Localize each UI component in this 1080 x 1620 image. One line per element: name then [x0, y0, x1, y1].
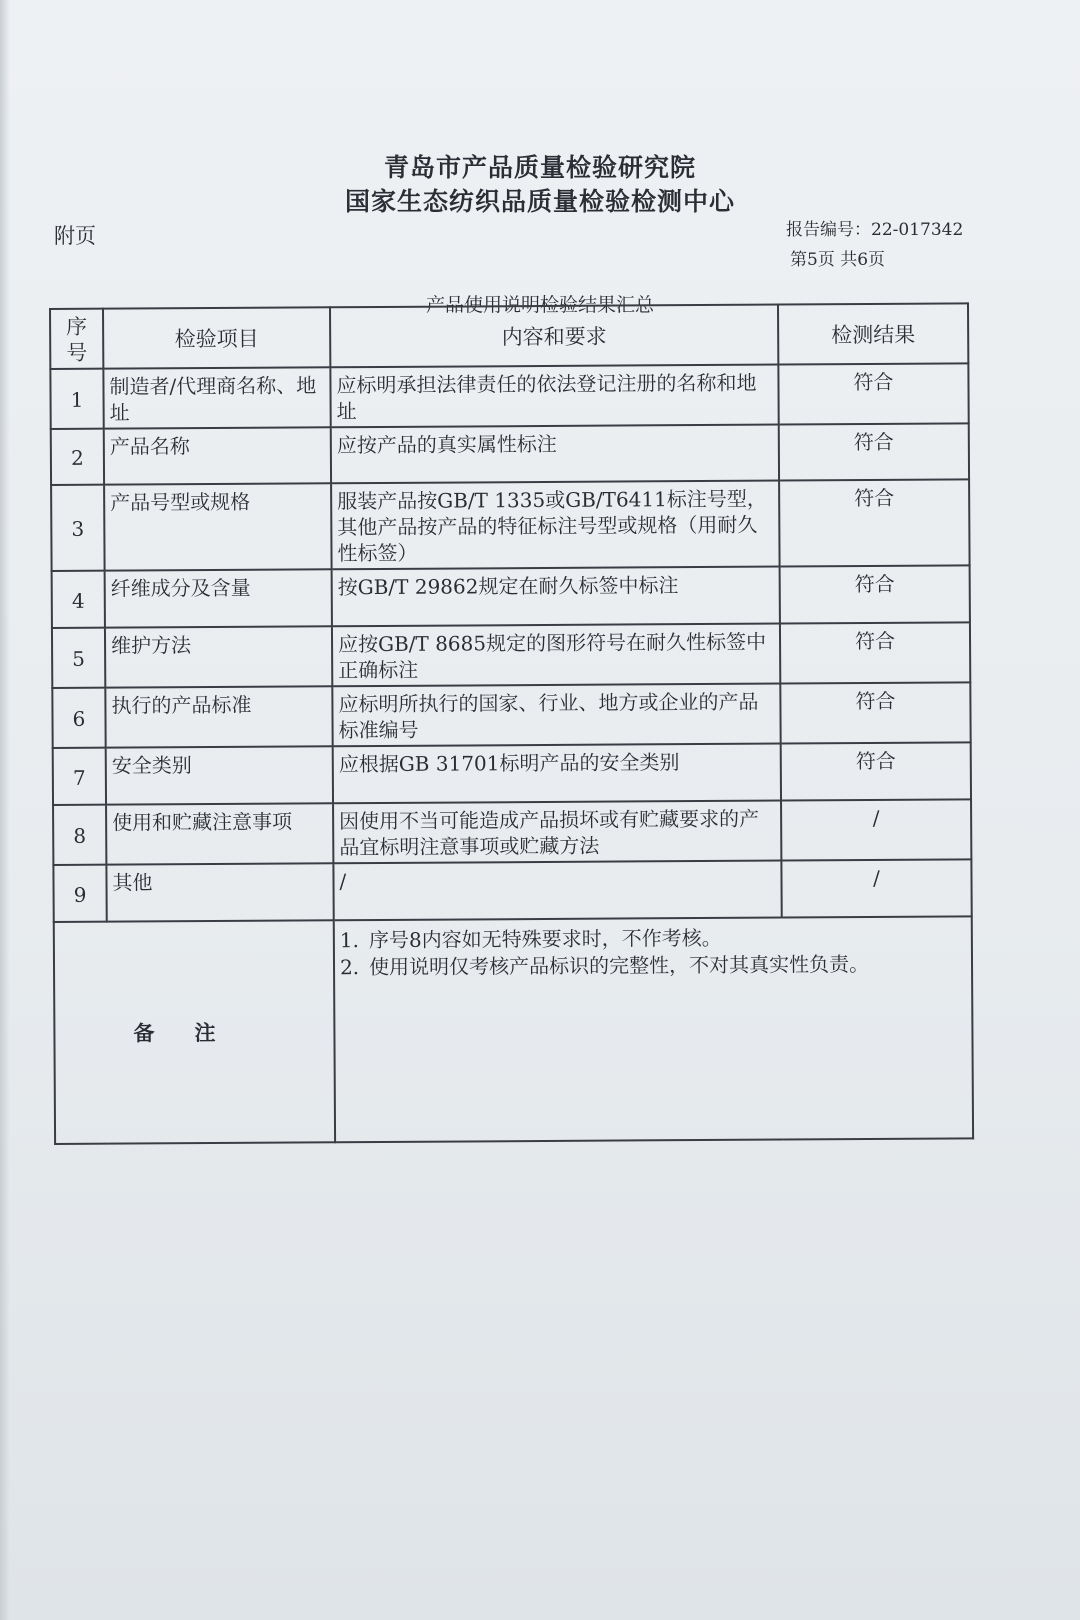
page-info: 第5页 共6页 [790, 250, 886, 270]
remark-line [340, 950, 966, 981]
table-row [51, 479, 970, 571]
table-row [53, 859, 971, 922]
table-title: 产品使用说明检验结果汇总 [425, 294, 654, 316]
row-item: 安全类别 [106, 746, 333, 804]
institute-title: 青岛市产品质量检验研究院 [383, 153, 696, 182]
row-requirement: 应根据GB 31701标明产品的安全类别 [333, 744, 781, 804]
remark-line [340, 923, 966, 954]
row-requirement: 服装产品按GB/T 1335或GB/T6411标注号型，其他产品按产品的特征标注号型或规格（用耐久性标签） [331, 481, 780, 570]
table-header-row [50, 303, 968, 369]
table-row [53, 742, 971, 805]
row-item: 执行的产品标准 [105, 686, 332, 747]
remark-text: 序号8内容如无特殊要求时，不作考核。 [368, 925, 722, 953]
row-item: 产品名称 [104, 427, 331, 484]
row-result: 符合 [780, 565, 970, 623]
row-item: 其他 [106, 863, 333, 921]
results-table-container [49, 302, 972, 1145]
row-seq: 9 [53, 865, 106, 922]
table-row [50, 363, 968, 429]
row-item: 产品号型或规格 [104, 483, 332, 570]
table-row [52, 565, 970, 628]
row-requirement: 应标明所执行的国家、行业、地方或企业的产品标准编号 [332, 684, 780, 747]
row-seq: 4 [52, 571, 105, 628]
column-header-seq: 序号 [50, 309, 103, 369]
remarks-label: 备注 [54, 920, 335, 1144]
row-result: 符合 [781, 742, 971, 800]
row-result: 符合 [780, 682, 970, 743]
column-header-requirement: 内容和要求 [330, 305, 778, 368]
row-seq: 7 [53, 748, 106, 805]
remark-number: 2. [339, 955, 360, 980]
remark-text: 使用说明仅考核产品标识的完整性，不对其真实性负责。 [369, 952, 870, 980]
page-edge-shadow [0, 0, 10, 1620]
row-requirement: 因使用不当可能造成产品损坏或有贮藏要求的产品宜标明注意事项或贮藏方法 [333, 801, 781, 864]
remark-number: 1. [339, 928, 360, 953]
table-row [52, 682, 970, 748]
center-title: 国家生态纺织品质量检验检测中心 [344, 187, 735, 216]
row-requirement: 应标明承担法律责任的依法登记注册的名称和地址 [330, 365, 778, 428]
row-item: 纤维成分及含量 [105, 569, 332, 627]
row-seq: 2 [51, 429, 104, 485]
table-row [51, 423, 969, 485]
remarks-row [54, 916, 973, 1144]
row-result: 符合 [780, 622, 970, 683]
column-header-item: 检验项目 [103, 307, 330, 368]
row-item: 使用和贮藏注意事项 [106, 803, 333, 864]
row-requirement: 应按产品的真实属性标注 [331, 425, 779, 484]
row-result: 符合 [779, 479, 970, 566]
row-result: 符合 [778, 363, 968, 424]
row-seq: 1 [50, 369, 103, 429]
row-seq: 8 [53, 805, 106, 865]
annex-label: 附页 [54, 224, 96, 248]
row-item: 维护方法 [105, 626, 332, 687]
report-number: 报告编号：22-017342 [786, 220, 964, 240]
column-header-result: 检测结果 [778, 303, 968, 364]
table-row [53, 799, 971, 865]
row-item: 制造者/代理商名称、地址 [103, 367, 330, 428]
row-seq: 6 [52, 688, 105, 748]
row-seq: 5 [52, 628, 105, 688]
row-result: / [781, 799, 971, 860]
remarks-content [334, 916, 973, 1142]
row-seq: 3 [51, 485, 105, 571]
row-result: / [781, 859, 971, 917]
row-requirement: / [333, 861, 781, 921]
row-result: 符合 [779, 423, 969, 480]
row-requirement: 按GB/T 29862规定在耐久标签中标注 [332, 567, 780, 627]
results-table [49, 302, 974, 1145]
row-requirement: 应按GB/T 8685规定的图形符号在耐久性标签中正确标注 [332, 624, 780, 687]
table-row [52, 622, 970, 688]
